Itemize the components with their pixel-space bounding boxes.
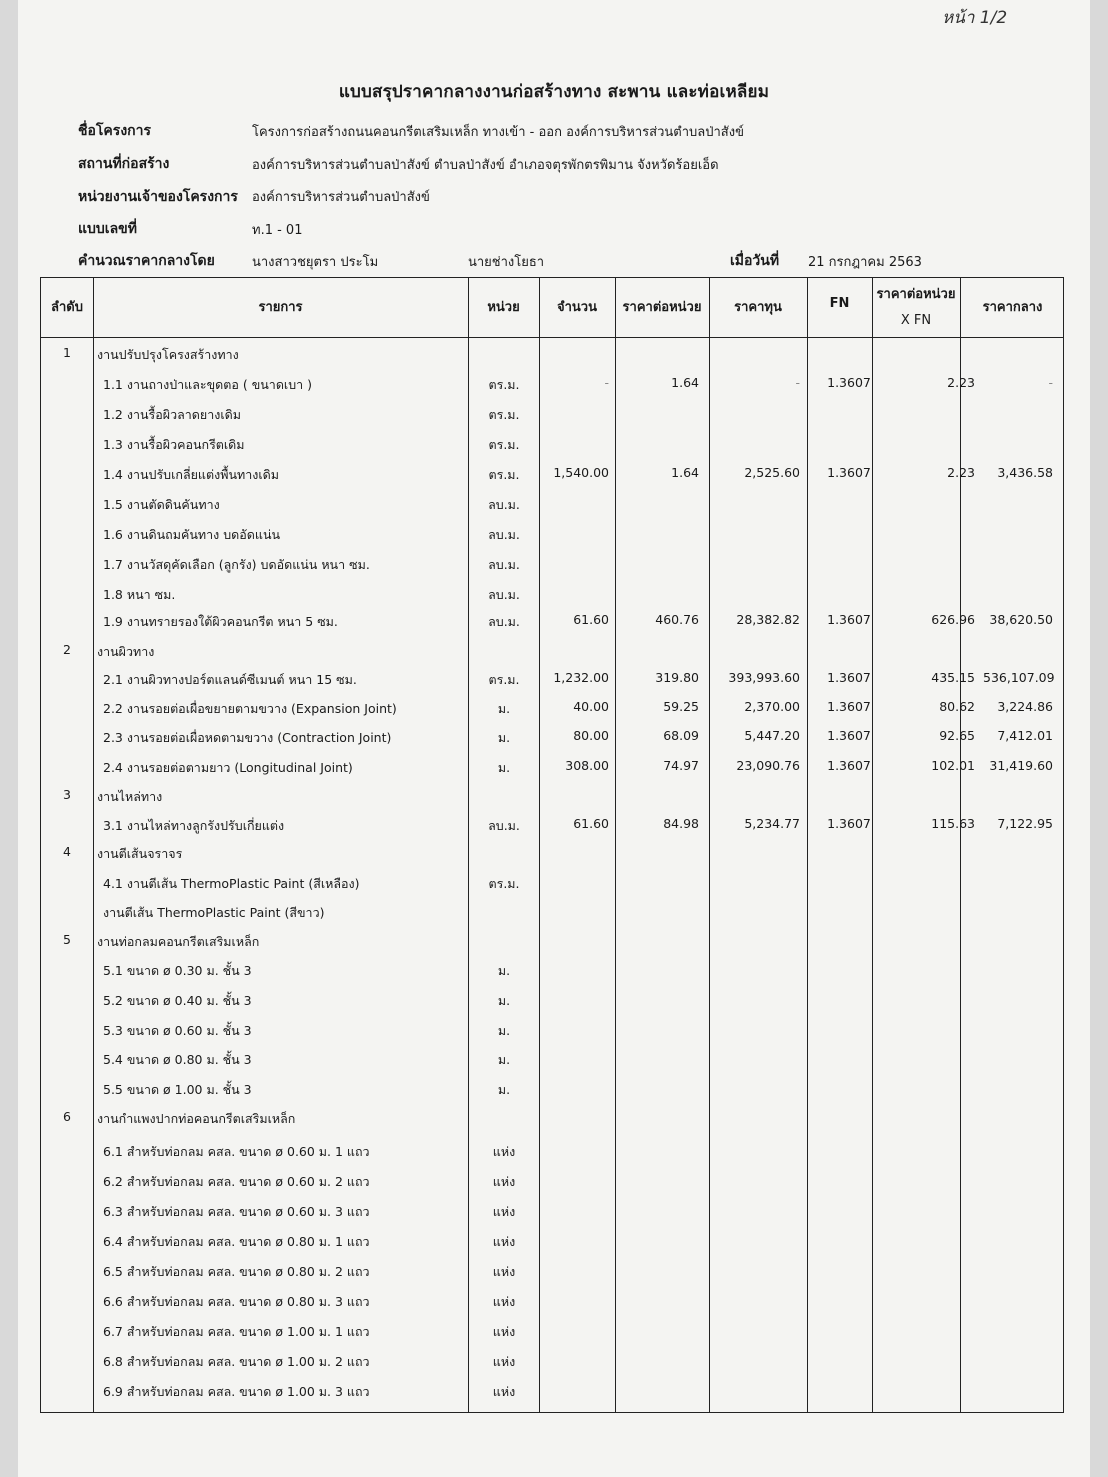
table-row: [41, 903, 1065, 929]
cell-price: 74.97: [663, 758, 699, 773]
cell-unit: แห่ง: [492, 1294, 516, 1309]
cell-desc: งานผิวทาง: [97, 644, 155, 659]
header-fn: FN: [829, 296, 850, 311]
cell-desc: 1.8 หนา ซม.: [103, 587, 176, 602]
cell-mid: 7,122.95: [997, 816, 1053, 831]
table-row: [41, 465, 1065, 491]
cell-unit: แห่ง: [492, 1174, 516, 1189]
cell-desc: งานท่อกลมคอนกรีตเสริมเหล็ก: [97, 934, 260, 949]
cell-price: 1.64: [671, 375, 699, 390]
cell-fn: 1.3607: [827, 816, 871, 831]
cell-no: 3: [63, 787, 71, 802]
cell-desc: 1.4 งานปรับเกลี่ยแต่งพื้นทางเดิม: [103, 467, 279, 482]
cell-price: 460.76: [655, 612, 699, 627]
calc-label: คำนวณราคากลางโดย: [78, 253, 215, 269]
cell-qty: 80.00: [573, 728, 609, 743]
table-row: [41, 555, 1065, 581]
cell-desc: 1.5 งานตัดดินคันทาง: [103, 497, 220, 512]
cell-unit: ม.: [497, 1052, 511, 1067]
header-cost: ราคาทุน: [734, 300, 782, 315]
table-row: [41, 670, 1065, 696]
cell-cost: 28,382.82: [736, 612, 800, 627]
plan-value: ท.1 - 01: [252, 223, 303, 238]
cell-fn: 1.3607: [827, 728, 871, 743]
location-label: สถานที่ก่อสร้าง: [78, 156, 170, 172]
header-pfn-line1: ราคาต่อหน่วย: [876, 287, 956, 302]
cell-no: 5: [63, 932, 71, 947]
cell-no: 6: [63, 1109, 71, 1124]
cell-desc: 3.1 งานไหล่ทางลูกรังปรับเกี่ยแต่ง: [103, 818, 285, 833]
cell-unit: ตร.ม.: [488, 437, 520, 452]
cell-cost: 393,993.60: [728, 670, 800, 685]
header-price: ราคาต่อหน่วย: [622, 300, 702, 315]
cell-unit: ลบ.ม.: [488, 587, 520, 602]
owner-label: หน่วยงานเจ้าของโครงการ: [78, 189, 238, 205]
table-row: [41, 816, 1065, 842]
cell-pfn: 80.62: [939, 699, 975, 714]
cell-qty: 1,540.00: [553, 465, 609, 480]
cell-desc: 5.2 ขนาด ø 0.40 ม. ชั้น 3: [103, 993, 252, 1008]
cell-desc: งานตีเส้นจราจร: [97, 846, 183, 861]
cell-desc: 5.3 ขนาด ø 0.60 ม. ชั้น 3: [103, 1023, 252, 1038]
cell-fn: 1.3607: [827, 375, 871, 390]
cell-desc: 6.4 สำหรับท่อกลม คสล. ขนาด ø 0.80 ม. 1 แถว: [103, 1234, 370, 1249]
cell-pfn: 102.01: [931, 758, 975, 773]
date-label: เมื่อวันที่: [730, 253, 780, 269]
table-row: [41, 932, 1065, 958]
document-title: แบบสรุปราคากลางงานก่อสร้างทาง สะพาน และท่อเหลียม: [338, 82, 770, 102]
header-no: ลำดับ: [51, 300, 83, 315]
cell-fn: 1.3607: [827, 758, 871, 773]
cell-mid: 536,107.09: [983, 670, 1055, 685]
cell-unit: ลบ.ม.: [488, 818, 520, 833]
cell-desc: 4.1 งานตีเส้น ThermoPlastic Paint (สีเหลือง): [103, 876, 360, 891]
cell-desc: 6.3 สำหรับท่อกลม คสล. ขนาด ø 0.60 ม. 3 แถว: [103, 1204, 370, 1219]
cell-price: 84.98: [663, 816, 699, 831]
cell-unit: แห่ง: [492, 1144, 516, 1159]
table-row: [41, 435, 1065, 461]
table-row: [41, 1142, 1065, 1168]
cell-desc: 2.1 งานผิวทางปอร์ตแลนด์ซีเมนต์ หนา 15 ซม.: [103, 672, 357, 687]
cell-fn: 1.3607: [827, 465, 871, 480]
table-row: [41, 1202, 1065, 1228]
table-row: [41, 844, 1065, 870]
calc-position: นายช่างโยธา: [468, 255, 545, 270]
table-row: [41, 961, 1065, 987]
cell-desc: 6.7 สำหรับท่อกลม คสล. ขนาด ø 1.00 ม. 1 แถว: [103, 1324, 370, 1339]
cell-fn: 1.3607: [827, 699, 871, 714]
cell-unit: ม.: [497, 963, 511, 978]
cell-desc: 1.6 งานดินถมคันทาง บดอัดแน่น: [103, 527, 281, 542]
cell-pfn: 626.96: [931, 612, 975, 627]
date-value: 21 กรกฎาคม 2563: [808, 255, 922, 270]
cell-cost: 2,525.60: [744, 465, 800, 480]
cell-pfn: 2.23: [947, 375, 975, 390]
cell-desc: 2.3 งานรอยต่อเผื่อหดตามขวาง (Contraction Joint): [103, 730, 392, 745]
document-sheet: [18, 0, 1090, 1477]
cell-desc: 2.2 งานรอยต่อเผื่อขยายตามขวาง (Expansion Joint): [103, 701, 397, 716]
cell-cost: -: [795, 375, 800, 390]
header-mid: ราคากลาง: [982, 300, 1043, 315]
cell-mid: 7,412.01: [997, 728, 1053, 743]
cell-unit: ลบ.ม.: [488, 497, 520, 512]
cell-qty: 1,232.00: [553, 670, 609, 685]
cell-unit: ลบ.ม.: [488, 557, 520, 572]
table-row: [41, 1322, 1065, 1348]
header-unit: หน่วย: [487, 300, 520, 315]
cell-fn: 1.3607: [827, 670, 871, 685]
cell-price: 1.64: [671, 465, 699, 480]
cell-desc: งานไหล่ทาง: [97, 789, 163, 804]
cell-pfn: 435.15: [931, 670, 975, 685]
header-desc: รายการ: [258, 300, 303, 315]
cell-unit: แห่ง: [492, 1354, 516, 1369]
table-row: [41, 495, 1065, 521]
cell-unit: ตร.ม.: [488, 407, 520, 422]
table-row: [41, 1262, 1065, 1288]
table-row: [41, 1109, 1065, 1135]
table-row: [41, 991, 1065, 1017]
cell-mid: 31,419.60: [989, 758, 1053, 773]
cell-unit: แห่ง: [492, 1204, 516, 1219]
cell-cost: 23,090.76: [736, 758, 800, 773]
cell-pfn: 115.63: [931, 816, 975, 831]
table-row: [41, 1172, 1065, 1198]
cell-unit: แห่ง: [492, 1324, 516, 1339]
page-number: หน้า 1/2: [942, 8, 1008, 28]
cell-unit: ตร.ม.: [488, 467, 520, 482]
cell-mid: 3,436.58: [997, 465, 1053, 480]
plan-label: แบบเลขที่: [78, 221, 137, 237]
owner-value: องค์การบริหารส่วนตำบลป่าสังข์: [252, 190, 430, 205]
table-row: [41, 1080, 1065, 1106]
table-row: [41, 525, 1065, 551]
cell-pfn: 2.23: [947, 465, 975, 480]
cell-qty: 308.00: [565, 758, 609, 773]
cell-mid: -: [1048, 375, 1053, 390]
cell-desc: 5.5 ขนาด ø 1.00 ม. ชั้น 3: [103, 1082, 252, 1097]
cell-no: 2: [63, 642, 71, 657]
table-row: [41, 1352, 1065, 1378]
cell-unit: ม.: [497, 701, 511, 716]
cell-mid: 38,620.50: [989, 612, 1053, 627]
cell-desc: 5.4 ขนาด ø 0.80 ม. ชั้น 3: [103, 1052, 252, 1067]
project-value: โครงการก่อสร้างถนนคอนกรีตเสริมเหล็ก ทางเข้า - ออก องค์การบริหารส่วนตำบลป่าสังข์: [252, 125, 744, 140]
price-table: [40, 277, 1064, 1413]
table-row: [41, 1292, 1065, 1318]
cell-desc: งานตีเส้น ThermoPlastic Paint (สีขาว): [103, 905, 325, 920]
cell-pfn: 92.65: [939, 728, 975, 743]
cell-unit: ม.: [497, 760, 511, 775]
table-row: [41, 1232, 1065, 1258]
cell-unit: ม.: [497, 1023, 511, 1038]
cell-desc: 2.4 งานรอยต่อตามยาว (Longitudinal Joint): [103, 760, 353, 775]
cell-desc: 6.1 สำหรับท่อกลม คสล. ขนาด ø 0.60 ม. 1 แถว: [103, 1144, 370, 1159]
table-row: [41, 874, 1065, 900]
cell-cost: 2,370.00: [744, 699, 800, 714]
location-value: องค์การบริหารส่วนตำบลป่าสังข์ ตำบลป่าสังข์ อำเภอจตุรพักตรพิมาน จังหวัดร้อยเอ็ด: [252, 158, 719, 173]
cell-desc: 1.3 งานรื้อผิวคอนกรีตเดิม: [103, 437, 245, 452]
cell-desc: 5.1 ขนาด ø 0.30 ม. ชั้น 3: [103, 963, 252, 978]
cell-desc: 1.2 งานรื้อผิวลาดยางเดิม: [103, 407, 241, 422]
table-row: [41, 1050, 1065, 1076]
cell-qty: 61.60: [573, 816, 609, 831]
table-row: [41, 612, 1065, 638]
cell-unit: ม.: [497, 1082, 511, 1097]
cell-unit: แห่ง: [492, 1234, 516, 1249]
cell-cost: 5,234.77: [744, 816, 800, 831]
table-row: [41, 375, 1065, 401]
cell-price: 59.25: [663, 699, 699, 714]
cell-qty: -: [604, 375, 609, 390]
table-row: [41, 1382, 1065, 1408]
calc-value: นางสาวชยุตรา ประโม: [252, 255, 379, 270]
table-row: [41, 585, 1065, 611]
cell-unit: ลบ.ม.: [488, 527, 520, 542]
cell-desc: 1.9 งานทรายรองใต้ผิวคอนกรีต หนา 5 ซม.: [103, 614, 338, 629]
cell-qty: 61.60: [573, 612, 609, 627]
cell-unit: ตร.ม.: [488, 377, 520, 392]
cell-desc: 6.6 สำหรับท่อกลม คสล. ขนาด ø 0.80 ม. 3 แถว: [103, 1294, 370, 1309]
cell-qty: 40.00: [573, 699, 609, 714]
cell-desc: 6.8 สำหรับท่อกลม คสล. ขนาด ø 1.00 ม. 2 แถว: [103, 1354, 370, 1369]
cell-fn: 1.3607: [827, 612, 871, 627]
cell-mid: 3,224.86: [997, 699, 1053, 714]
cell-unit: ม.: [497, 993, 511, 1008]
cell-unit: ตร.ม.: [488, 672, 520, 687]
cell-no: 4: [63, 844, 71, 859]
cell-desc: 6.2 สำหรับท่อกลม คสล. ขนาด ø 0.60 ม. 2 แถว: [103, 1174, 370, 1189]
cell-desc: งานปรับปรุงโครงสร้างทาง: [97, 347, 239, 362]
cell-cost: 5,447.20: [744, 728, 800, 743]
table-row: [41, 405, 1065, 431]
cell-desc: 6.9 สำหรับท่อกลม คสล. ขนาด ø 1.00 ม. 3 แถว: [103, 1384, 370, 1399]
cell-unit: ตร.ม.: [488, 876, 520, 891]
cell-desc: 6.5 สำหรับท่อกลม คสล. ขนาด ø 0.80 ม. 2 แถว: [103, 1264, 370, 1279]
cell-unit: แห่ง: [492, 1264, 516, 1279]
cell-unit: ม.: [497, 730, 511, 745]
cell-desc: 1.1 งานถางป่าและขุดตอ ( ขนาดเบา ): [103, 377, 313, 392]
table-row: [41, 345, 1065, 371]
table-row: [41, 699, 1065, 725]
cell-price: 68.09: [663, 728, 699, 743]
table-row: [41, 787, 1065, 813]
cell-desc: งานกำแพงปากท่อคอนกรีตเสริมเหล็ก: [97, 1111, 296, 1126]
cell-price: 319.80: [655, 670, 699, 685]
cell-desc: 1.7 งานวัสดุคัดเลือก (ลูกรัง) บดอัดแน่น หนา ซม.: [103, 557, 370, 572]
project-label: ชื่อโครงการ: [78, 123, 152, 139]
table-row: [41, 1021, 1065, 1047]
cell-no: 1: [63, 345, 71, 360]
header-pfn-line2: X FN: [900, 313, 932, 328]
table-row: [41, 728, 1065, 754]
cell-unit: ลบ.ม.: [488, 614, 520, 629]
table-row: [41, 758, 1065, 784]
header-qty: จำนวน: [557, 300, 597, 315]
cell-unit: แห่ง: [492, 1384, 516, 1399]
table-row: [41, 642, 1065, 668]
